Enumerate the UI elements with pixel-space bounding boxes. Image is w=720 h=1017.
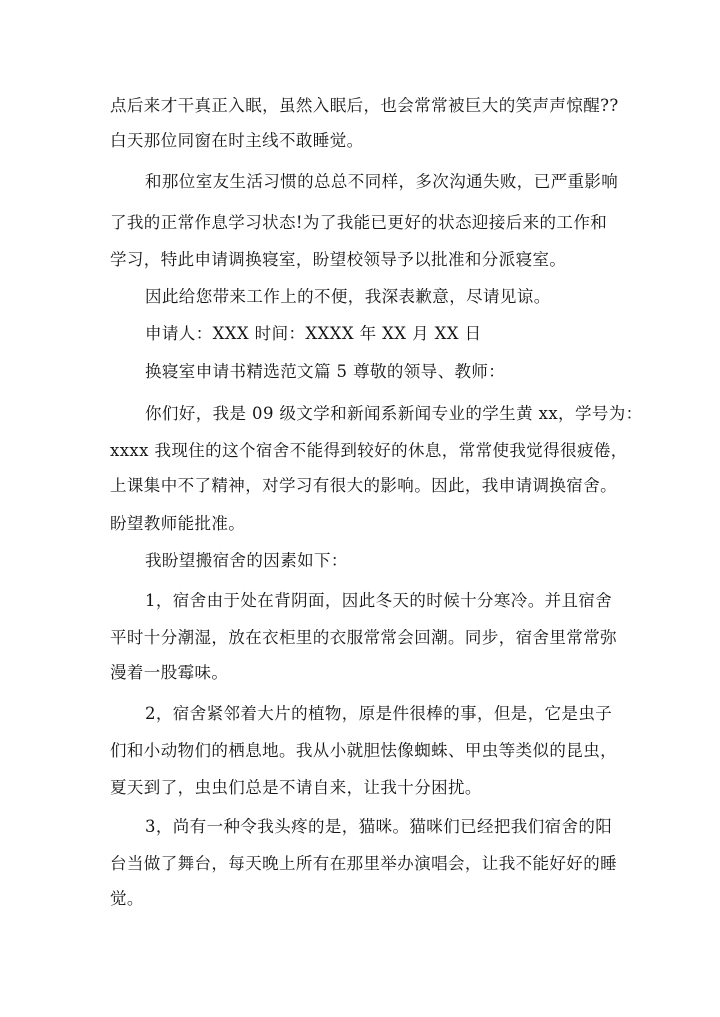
text-line-9: 你们好，我是 09 级文学和新闻系新闻专业的学生黄 xx，学号为： <box>145 404 643 423</box>
text-line-4: 了我的正常作息学习状态!为了我能已更好的状态迎接后来的工作和 <box>110 213 608 232</box>
text-line-22: 觉。 <box>110 889 144 908</box>
text-line-5: 学习，特此申请调换寝室，盼望校领导予以批准和分派寝室。 <box>110 250 567 269</box>
text-line-15: 平时十分潮湿，放在衣柜里的衣服常常会回潮。同步，宿舍里常常弥 <box>110 628 617 647</box>
text-line-7: 申请人：XXX 时间：XXXX 年 XX 月 XX 日 <box>145 324 482 343</box>
text-line-19: 夏天到了，虫虫们总是不请自来，让我十分困扰。 <box>110 778 482 797</box>
text-line-6: 因此给您带来工作上的不便，我深表歉意，尽请见谅。 <box>145 287 551 306</box>
text-line-18: 们和小动物们的栖息地。我从小就胆怯像蜘蛛、甲虫等类似的昆虫， <box>110 741 617 760</box>
text-line-12: 盼望教师能批准。 <box>110 514 246 533</box>
text-line-14: 1，宿舍由于处在背阴面，因此冬天的时候十分寒冷。并且宿舍 <box>145 591 613 610</box>
text-line-8: 换寝室申请书精选范文篇 5 尊敬的领导、教师： <box>145 362 506 381</box>
text-line-20: 3，尚有一种令我头疼的是，猫咪。猫咪们已经把我们宿舍的阳 <box>145 817 613 836</box>
text-line-2: 白天那位同窗在时主线不敢睡觉。 <box>110 131 364 150</box>
text-line-10: xxxx 我现住的这个宿舍不能得到较好的休息，常常使我觉得很疲倦， <box>110 441 628 460</box>
text-line-17: 2，宿舍紧邻着大片的植物，原是件很棒的事，但是，它是虫子 <box>145 704 613 723</box>
text-line-16: 漫着一股霉味。 <box>110 663 229 682</box>
text-line-1: 点后来才干真正入眠，虽然入眠后，也会常常被巨大的笑声声惊醒?? <box>110 96 619 115</box>
text-line-3: 和那位室友生活习惯的总总不同样，多次沟通失败，已严重影响 <box>145 172 619 191</box>
text-line-11: 上课集中不了精神，对学习有很大的影响。因此，我申请调换宿舍。 <box>110 476 617 495</box>
text-line-21: 台当做了舞台，每天晚上所有在那里举办演唱会，让我不能好好的睡 <box>110 854 617 873</box>
text-line-13: 我盼望搬宿舍的因素如下： <box>145 551 348 570</box>
